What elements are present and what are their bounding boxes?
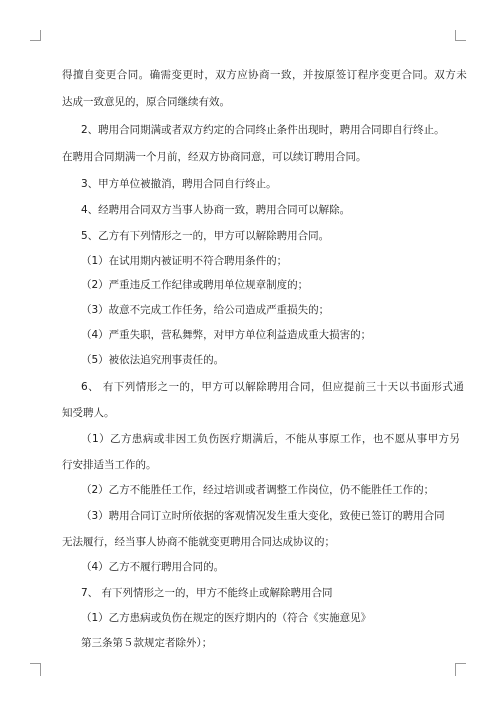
text-line: 第三条第５款规定者除外）； bbox=[81, 637, 213, 649]
text-line: （4）严重失职，营私舞弊，对甲方单位利益造成重大损害的； bbox=[81, 329, 372, 341]
text-line: （1）乙方患病或负伤在规定的医疗期内的（符合《实施意见》 bbox=[81, 612, 372, 624]
text-line: 2、聘用合同期满或者双方约定的合同终止条件出现时，聘用合同即自行终止。 bbox=[81, 124, 445, 136]
text-line: 7、 有下列情形之一的，甲方不能终止或解除聘用合同 bbox=[81, 587, 333, 599]
text-line: 达成一致意见的，原合同继续有效。 bbox=[62, 96, 230, 108]
text-line: 4、经聘用合同双方当事人协商一致，聘用合同可以解除。 bbox=[81, 204, 351, 216]
text-line: （2）乙方不能胜任工作，经过培训或者调整工作岗位，仍不能胜任工作的； bbox=[81, 484, 435, 496]
text-line: 行安排适当工作的。 bbox=[62, 459, 157, 471]
text-line: （1）乙方患病或非因工负伤医疗期满后，不能从事原工作，也不愿从事甲方另 bbox=[81, 433, 461, 445]
crop-mark-bottom-left bbox=[30, 663, 41, 676]
text-line: （3）聘用合同订立时所依据的客观情况发生重大变化，致使已签订的聘用合同 bbox=[81, 510, 445, 522]
text-line: 知受聘人。 bbox=[62, 407, 115, 419]
text-line: （2）严重违反工作纪律或聘用单位规章制度的； bbox=[81, 279, 309, 291]
text-line: （4）乙方不履行聘用合同的。 bbox=[81, 561, 225, 573]
crop-mark-top-left bbox=[30, 30, 41, 41]
text-line: （3）故意不完成工作任务，给公司造成严重损失的； bbox=[81, 304, 330, 316]
crop-mark-top-right bbox=[455, 30, 466, 41]
text-line: （1）在试用期内被证明不符合聘用条件的； bbox=[81, 255, 288, 267]
text-line: 得擅自变更合同。确需变更时，双方应协商一致，并按原签订程序变更合同。双方未 bbox=[62, 69, 468, 81]
text-line: 6、 有下列情形之一的，甲方可以解除聘用合同，但应提前三十天以书面形式通 bbox=[81, 381, 465, 393]
text-line: 5、乙方有下列情形之一的，甲方可以解除聘用合同。 bbox=[81, 230, 330, 242]
text-line: （5）被依法追究刑事责任的。 bbox=[81, 354, 225, 366]
text-line: 无法履行，经当事人协商不能就变更聘用合同达成协议的； bbox=[62, 536, 335, 548]
crop-mark-bottom-right bbox=[455, 663, 466, 676]
text-line: 3、甲方单位被撤消，聘用合同自行终止。 bbox=[81, 178, 277, 190]
text-line: 在聘用合同期满一个月前，经双方协商同意，可以续订聘用合同。 bbox=[62, 151, 367, 163]
